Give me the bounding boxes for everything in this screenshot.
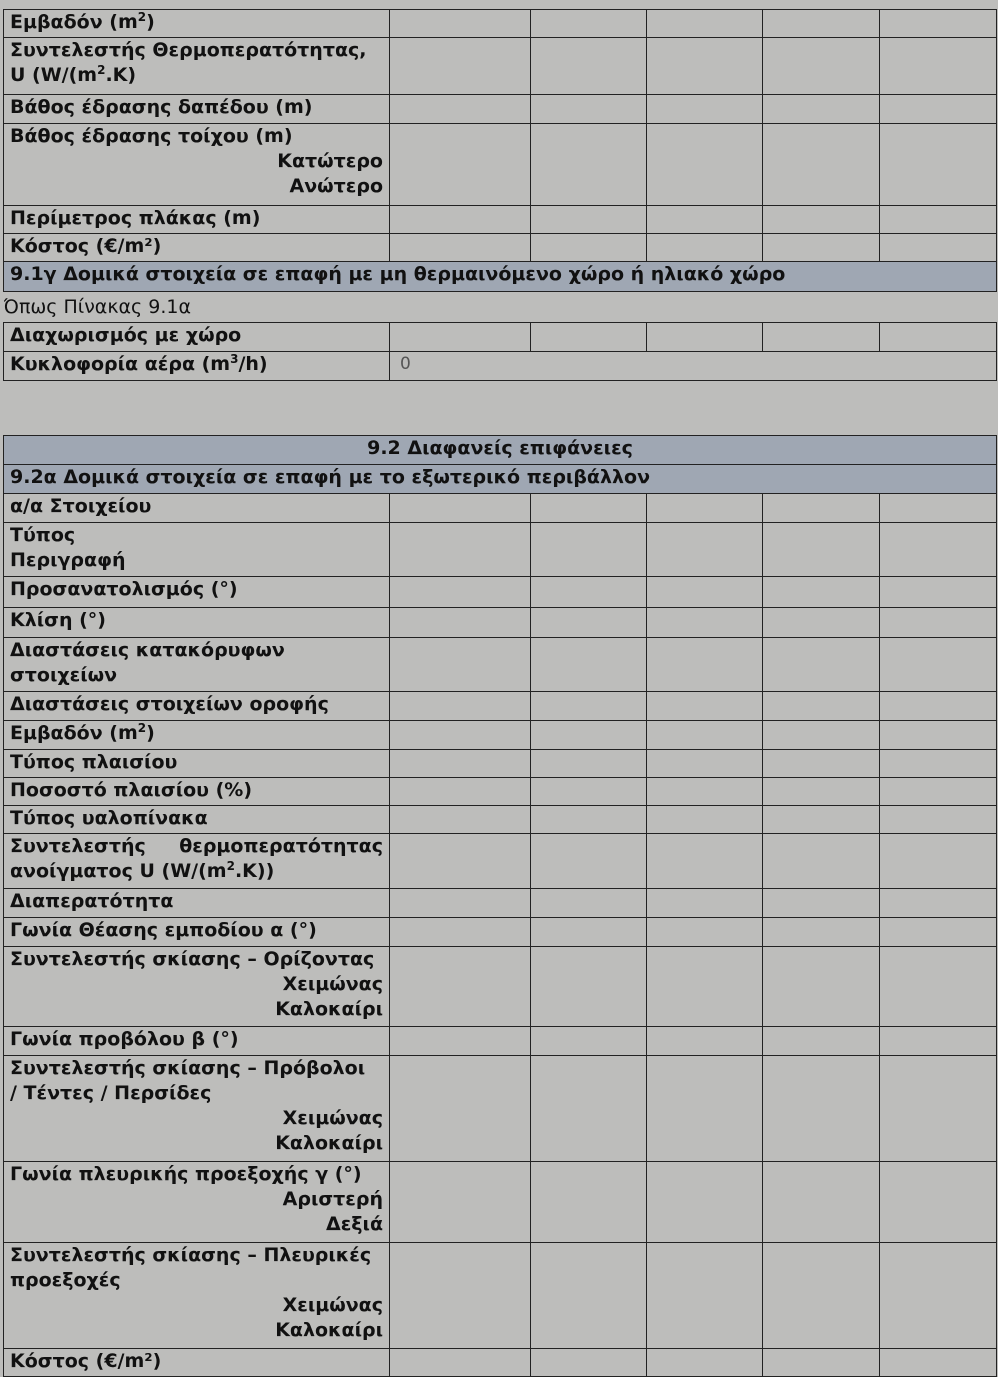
label-line: Τύπος	[10, 524, 76, 546]
table-row	[4, 692, 997, 721]
input-cell[interactable]	[763, 10, 880, 38]
input-cell[interactable]	[531, 1349, 647, 1377]
label-line: Εμβαδόν $(m^2)$	[10, 10, 155, 33]
input-cell[interactable]	[763, 1056, 880, 1162]
input-cell[interactable]	[531, 523, 647, 577]
table-row	[4, 323, 997, 352]
input-cell[interactable]	[647, 1349, 763, 1377]
input-cell[interactable]	[647, 234, 763, 262]
input-cell[interactable]	[763, 806, 880, 834]
table-row	[4, 1349, 997, 1377]
label-line: Κλίση (°)	[10, 609, 106, 631]
input-cell[interactable]	[531, 494, 647, 523]
label-line: / Τέντες / Περσίδες	[10, 1082, 212, 1104]
input-cell[interactable]	[763, 234, 880, 262]
input-cell[interactable]	[647, 918, 763, 947]
input-cell[interactable]	[390, 608, 531, 638]
input-cell[interactable]	[763, 1162, 880, 1243]
input-cell[interactable]	[390, 124, 531, 206]
input-cell[interactable]	[763, 692, 880, 721]
label-line: προεξοχές	[10, 1269, 121, 1291]
label-line: Συντελεστής σκίασης – Πρόβολοι	[10, 1057, 366, 1079]
label-line: Χειμώνας	[282, 973, 383, 995]
label-line: Περίμετρος πλάκας (m)	[10, 207, 261, 229]
row-label-u-anoigmatos	[4, 834, 390, 889]
input-cell[interactable]	[390, 206, 531, 234]
input-cell[interactable]	[390, 1027, 531, 1056]
label-line: Καλοκαίρι	[275, 998, 383, 1020]
label-line: Διαπερατότητα	[10, 890, 174, 912]
label-line: Χειμώνας	[282, 1294, 383, 1316]
input-cell[interactable]	[880, 692, 997, 721]
input-cell[interactable]	[531, 206, 647, 234]
input-cell[interactable]	[880, 834, 997, 889]
row-label-vathos-toixou	[4, 124, 390, 206]
input-cell[interactable]	[880, 206, 997, 234]
input-cell[interactable]	[880, 1056, 997, 1162]
section-title-9-2-row	[4, 436, 997, 465]
input-cell[interactable]	[531, 95, 647, 124]
input-cell[interactable]	[763, 577, 880, 608]
input-cell[interactable]	[531, 947, 647, 1027]
input-cell[interactable]	[763, 638, 880, 692]
label-line: Βάθος έδρασης τοίχου (m)	[10, 125, 293, 147]
input-cell[interactable]	[880, 523, 997, 577]
input-cell[interactable]	[531, 577, 647, 608]
section-heading-9-2a-row	[4, 465, 997, 494]
table-row	[4, 750, 997, 778]
input-cell[interactable]	[763, 124, 880, 206]
input-cell[interactable]	[880, 1243, 997, 1349]
airflow-value-field[interactable]: 0	[390, 352, 997, 381]
label-line: Εμβαδόν $(m^2)$	[10, 721, 155, 744]
label-line: Συντελεστής σκίασης – Ορίζοντας	[10, 948, 375, 970]
table-row	[4, 608, 997, 638]
input-cell[interactable]	[531, 721, 647, 750]
table-row	[4, 947, 997, 1027]
input-cell[interactable]	[531, 124, 647, 206]
input-cell[interactable]	[880, 918, 997, 947]
row-label-aa	[4, 494, 390, 523]
input-cell[interactable]	[647, 95, 763, 124]
input-cell[interactable]	[531, 608, 647, 638]
row-label-skiasi-provoloi	[4, 1056, 390, 1162]
table-row	[4, 778, 997, 806]
row-label-typos-perigrafi	[4, 523, 390, 577]
input-cell[interactable]	[390, 692, 531, 721]
table-row	[4, 721, 997, 750]
input-cell[interactable]	[531, 918, 647, 947]
input-cell[interactable]	[390, 1243, 531, 1349]
input-cell[interactable]	[880, 638, 997, 692]
input-cell[interactable]	[763, 206, 880, 234]
row-label-gonia-thea	[4, 918, 390, 947]
row-label-typos-plaisiou	[4, 750, 390, 778]
table-row	[4, 95, 997, 124]
row-label-vathos-dapedou	[4, 95, 390, 124]
label-line: Ποσοστό πλαισίου (%)	[10, 779, 253, 801]
input-cell[interactable]	[531, 234, 647, 262]
label-line: στοιχείων	[10, 664, 118, 686]
input-cell[interactable]	[880, 750, 997, 778]
section-heading-9-1g: 9.1γ Δομικά στοιχεία σε επαφή με μη θερμαινόμενο χώρο ή ηλιακό χώρο	[4, 262, 997, 292]
input-cell[interactable]	[390, 1349, 531, 1377]
label-line: Περιγραφή	[10, 549, 126, 571]
input-cell[interactable]	[880, 721, 997, 750]
row-label-gonia-pleurikis	[4, 1162, 390, 1243]
input-cell[interactable]	[531, 1243, 647, 1349]
table-row	[4, 834, 997, 889]
table-row	[4, 1162, 997, 1243]
input-cell[interactable]	[880, 1349, 997, 1377]
input-cell[interactable]	[880, 806, 997, 834]
input-cell[interactable]	[647, 38, 763, 95]
row-label-kykloforia: Κυκλοφορία αέρα $(m^3/h)$	[4, 352, 390, 381]
label-line: Γωνία πλευρικής προεξοχής γ (°)	[10, 1163, 362, 1185]
input-cell[interactable]	[763, 778, 880, 806]
label-line: Συντελεστής Θερμοπερατότητας,	[10, 39, 367, 61]
label-line: ανοίγματος U $(W/(m^2.K))$	[10, 859, 275, 882]
row-label-gonia-provolou	[4, 1027, 390, 1056]
input-cell[interactable]	[390, 95, 531, 124]
row-label-prosanatolismos	[4, 577, 390, 608]
input-cell[interactable]	[647, 834, 763, 889]
label-line: Τύπος υαλοπίνακα	[10, 807, 208, 829]
input-cell[interactable]	[763, 1243, 880, 1349]
input-cell[interactable]	[763, 1027, 880, 1056]
input-cell[interactable]	[390, 323, 531, 352]
input-cell[interactable]	[763, 323, 880, 352]
input-cell[interactable]	[531, 638, 647, 692]
label-line: Τύπος πλαισίου	[10, 751, 178, 773]
input-cell[interactable]	[763, 95, 880, 124]
input-cell[interactable]	[390, 234, 531, 262]
table-row	[4, 889, 997, 918]
table-row	[4, 1243, 997, 1349]
input-cell[interactable]	[390, 889, 531, 918]
section-heading-9-2a: 9.2α Δομικά στοιχεία σε επαφή με το εξωτερικό περιβάλλον	[4, 465, 997, 494]
label-line: Γωνία προβόλου β (°)	[10, 1028, 239, 1050]
table-row	[4, 352, 997, 381]
input-cell[interactable]	[763, 721, 880, 750]
input-cell[interactable]	[647, 124, 763, 206]
input-cell[interactable]	[647, 1056, 763, 1162]
input-cell[interactable]	[647, 523, 763, 577]
row-label-typos-yalo	[4, 806, 390, 834]
table-row	[4, 523, 997, 577]
input-cell[interactable]	[647, 323, 763, 352]
input-cell[interactable]	[880, 10, 997, 38]
label-line: Κατώτερο	[277, 150, 383, 172]
input-cell[interactable]	[763, 38, 880, 95]
input-cell[interactable]	[763, 523, 880, 577]
input-cell[interactable]	[390, 721, 531, 750]
input-cell[interactable]	[880, 889, 997, 918]
row-label-u	[4, 38, 390, 95]
label-line: Γωνία Θέασης εμποδίου α (°)	[10, 919, 317, 941]
input-cell[interactable]	[647, 1162, 763, 1243]
note-row	[4, 292, 997, 323]
input-cell[interactable]	[531, 323, 647, 352]
bottom-table	[3, 435, 997, 1377]
table-row	[4, 234, 997, 262]
input-cell[interactable]	[390, 1056, 531, 1162]
input-cell[interactable]	[531, 1027, 647, 1056]
label-line: Δεξιά	[326, 1213, 383, 1235]
row-label-embadon2	[4, 721, 390, 750]
table-row	[4, 38, 997, 95]
label-line: α/α Στοιχείου	[10, 495, 152, 517]
row-label-diastaseis-kat	[4, 638, 390, 692]
input-cell[interactable]	[880, 1162, 997, 1243]
section-title-9-2: 9.2 Διαφανείς επιφάνειες	[4, 436, 997, 465]
input-cell[interactable]	[390, 750, 531, 778]
input-cell[interactable]	[531, 889, 647, 918]
row-label-diaxorismos: Διαχωρισμός με χώρο	[4, 323, 390, 352]
table-row	[4, 577, 997, 608]
input-cell[interactable]	[390, 778, 531, 806]
input-cell[interactable]	[531, 834, 647, 889]
input-cell[interactable]	[880, 778, 997, 806]
label-line: Προσανατολισμός (°)	[10, 578, 238, 600]
input-cell[interactable]	[531, 1056, 647, 1162]
label-line: Αριστερή	[282, 1188, 383, 1210]
table-row	[4, 638, 997, 692]
input-cell[interactable]	[390, 494, 531, 523]
input-cell[interactable]	[390, 638, 531, 692]
input-cell[interactable]	[647, 638, 763, 692]
input-cell[interactable]	[880, 947, 997, 1027]
label-line: Κόστος (€/m²)	[10, 1350, 162, 1372]
table-row	[4, 1027, 997, 1056]
label-line: Κόστος (€/m²)	[10, 235, 162, 257]
input-cell[interactable]	[763, 608, 880, 638]
input-cell[interactable]	[531, 750, 647, 778]
input-cell[interactable]	[763, 918, 880, 947]
input-cell[interactable]	[531, 1162, 647, 1243]
table-row	[4, 494, 997, 523]
input-cell[interactable]	[647, 889, 763, 918]
label-line: Καλοκαίρι	[275, 1132, 383, 1154]
input-cell[interactable]	[763, 494, 880, 523]
input-cell[interactable]	[531, 38, 647, 95]
input-cell[interactable]	[390, 38, 531, 95]
input-cell[interactable]	[647, 947, 763, 1027]
input-cell[interactable]	[647, 608, 763, 638]
input-cell[interactable]	[647, 10, 763, 38]
input-cell[interactable]	[647, 692, 763, 721]
input-cell[interactable]	[763, 1349, 880, 1377]
row-label-diastaseis-orofis	[4, 692, 390, 721]
row-label-perimetros	[4, 206, 390, 234]
input-cell[interactable]	[390, 523, 531, 577]
input-cell[interactable]	[880, 1027, 997, 1056]
row-label-skiasi-orizontas	[4, 947, 390, 1027]
input-cell[interactable]	[647, 1243, 763, 1349]
label-line: Ανώτερο	[289, 175, 383, 197]
label-line: Βάθος έδρασης δαπέδου (m)	[10, 96, 313, 118]
input-cell[interactable]	[647, 778, 763, 806]
row-label-klisi	[4, 608, 390, 638]
input-cell[interactable]	[880, 124, 997, 206]
input-cell[interactable]	[880, 95, 997, 124]
input-cell[interactable]	[880, 234, 997, 262]
input-cell[interactable]	[390, 577, 531, 608]
input-cell[interactable]	[531, 10, 647, 38]
input-cell[interactable]	[531, 806, 647, 834]
note-text: Όπως Πίνακας 9.1α	[4, 292, 997, 323]
label-line: Χειμώνας	[282, 1107, 383, 1129]
section-heading-9-1g-row	[4, 262, 997, 292]
input-cell[interactable]	[390, 918, 531, 947]
input-cell[interactable]	[880, 577, 997, 608]
input-cell[interactable]	[390, 947, 531, 1027]
input-cell[interactable]	[647, 206, 763, 234]
input-cell[interactable]	[390, 834, 531, 889]
label-line: Καλοκαίρι	[275, 1319, 383, 1341]
input-cell[interactable]	[647, 494, 763, 523]
table-row	[4, 206, 997, 234]
label-line: Συντελεστής θερμοπερατότητας	[10, 835, 383, 857]
row-label-kostos2	[4, 1349, 390, 1377]
input-cell[interactable]	[647, 721, 763, 750]
table-row	[4, 124, 997, 206]
input-cell[interactable]	[763, 750, 880, 778]
input-cell[interactable]	[647, 1027, 763, 1056]
row-label-pososto	[4, 778, 390, 806]
row-label-diaperatotita	[4, 889, 390, 918]
table-row	[4, 1056, 997, 1162]
input-cell[interactable]	[390, 1162, 531, 1243]
table-row	[4, 10, 997, 38]
row-label-embadon	[4, 10, 390, 38]
label-line: Διαστάσεις κατακόρυφων	[10, 639, 285, 661]
input-cell[interactable]	[531, 778, 647, 806]
table-row	[4, 806, 997, 834]
input-cell[interactable]	[763, 834, 880, 889]
input-cell[interactable]	[647, 577, 763, 608]
input-cell[interactable]	[647, 750, 763, 778]
input-cell[interactable]	[763, 947, 880, 1027]
input-cell[interactable]	[880, 494, 997, 523]
input-cell[interactable]	[880, 38, 997, 95]
input-cell[interactable]	[531, 692, 647, 721]
row-label-skiasi-pleurikes	[4, 1243, 390, 1349]
table-row	[4, 918, 997, 947]
input-cell[interactable]	[763, 889, 880, 918]
input-cell[interactable]	[390, 806, 531, 834]
label-line: Διαστάσεις στοιχείων οροφής	[10, 693, 329, 715]
row-label-kostos	[4, 234, 390, 262]
label-line: U ($W/(m^2.K)$	[10, 63, 137, 86]
top-table	[3, 9, 997, 381]
input-cell[interactable]	[390, 10, 531, 38]
input-cell[interactable]	[880, 608, 997, 638]
label-line: Συντελεστής σκίασης – Πλευρικές	[10, 1244, 372, 1266]
input-cell[interactable]	[647, 806, 763, 834]
input-cell[interactable]	[880, 323, 997, 352]
